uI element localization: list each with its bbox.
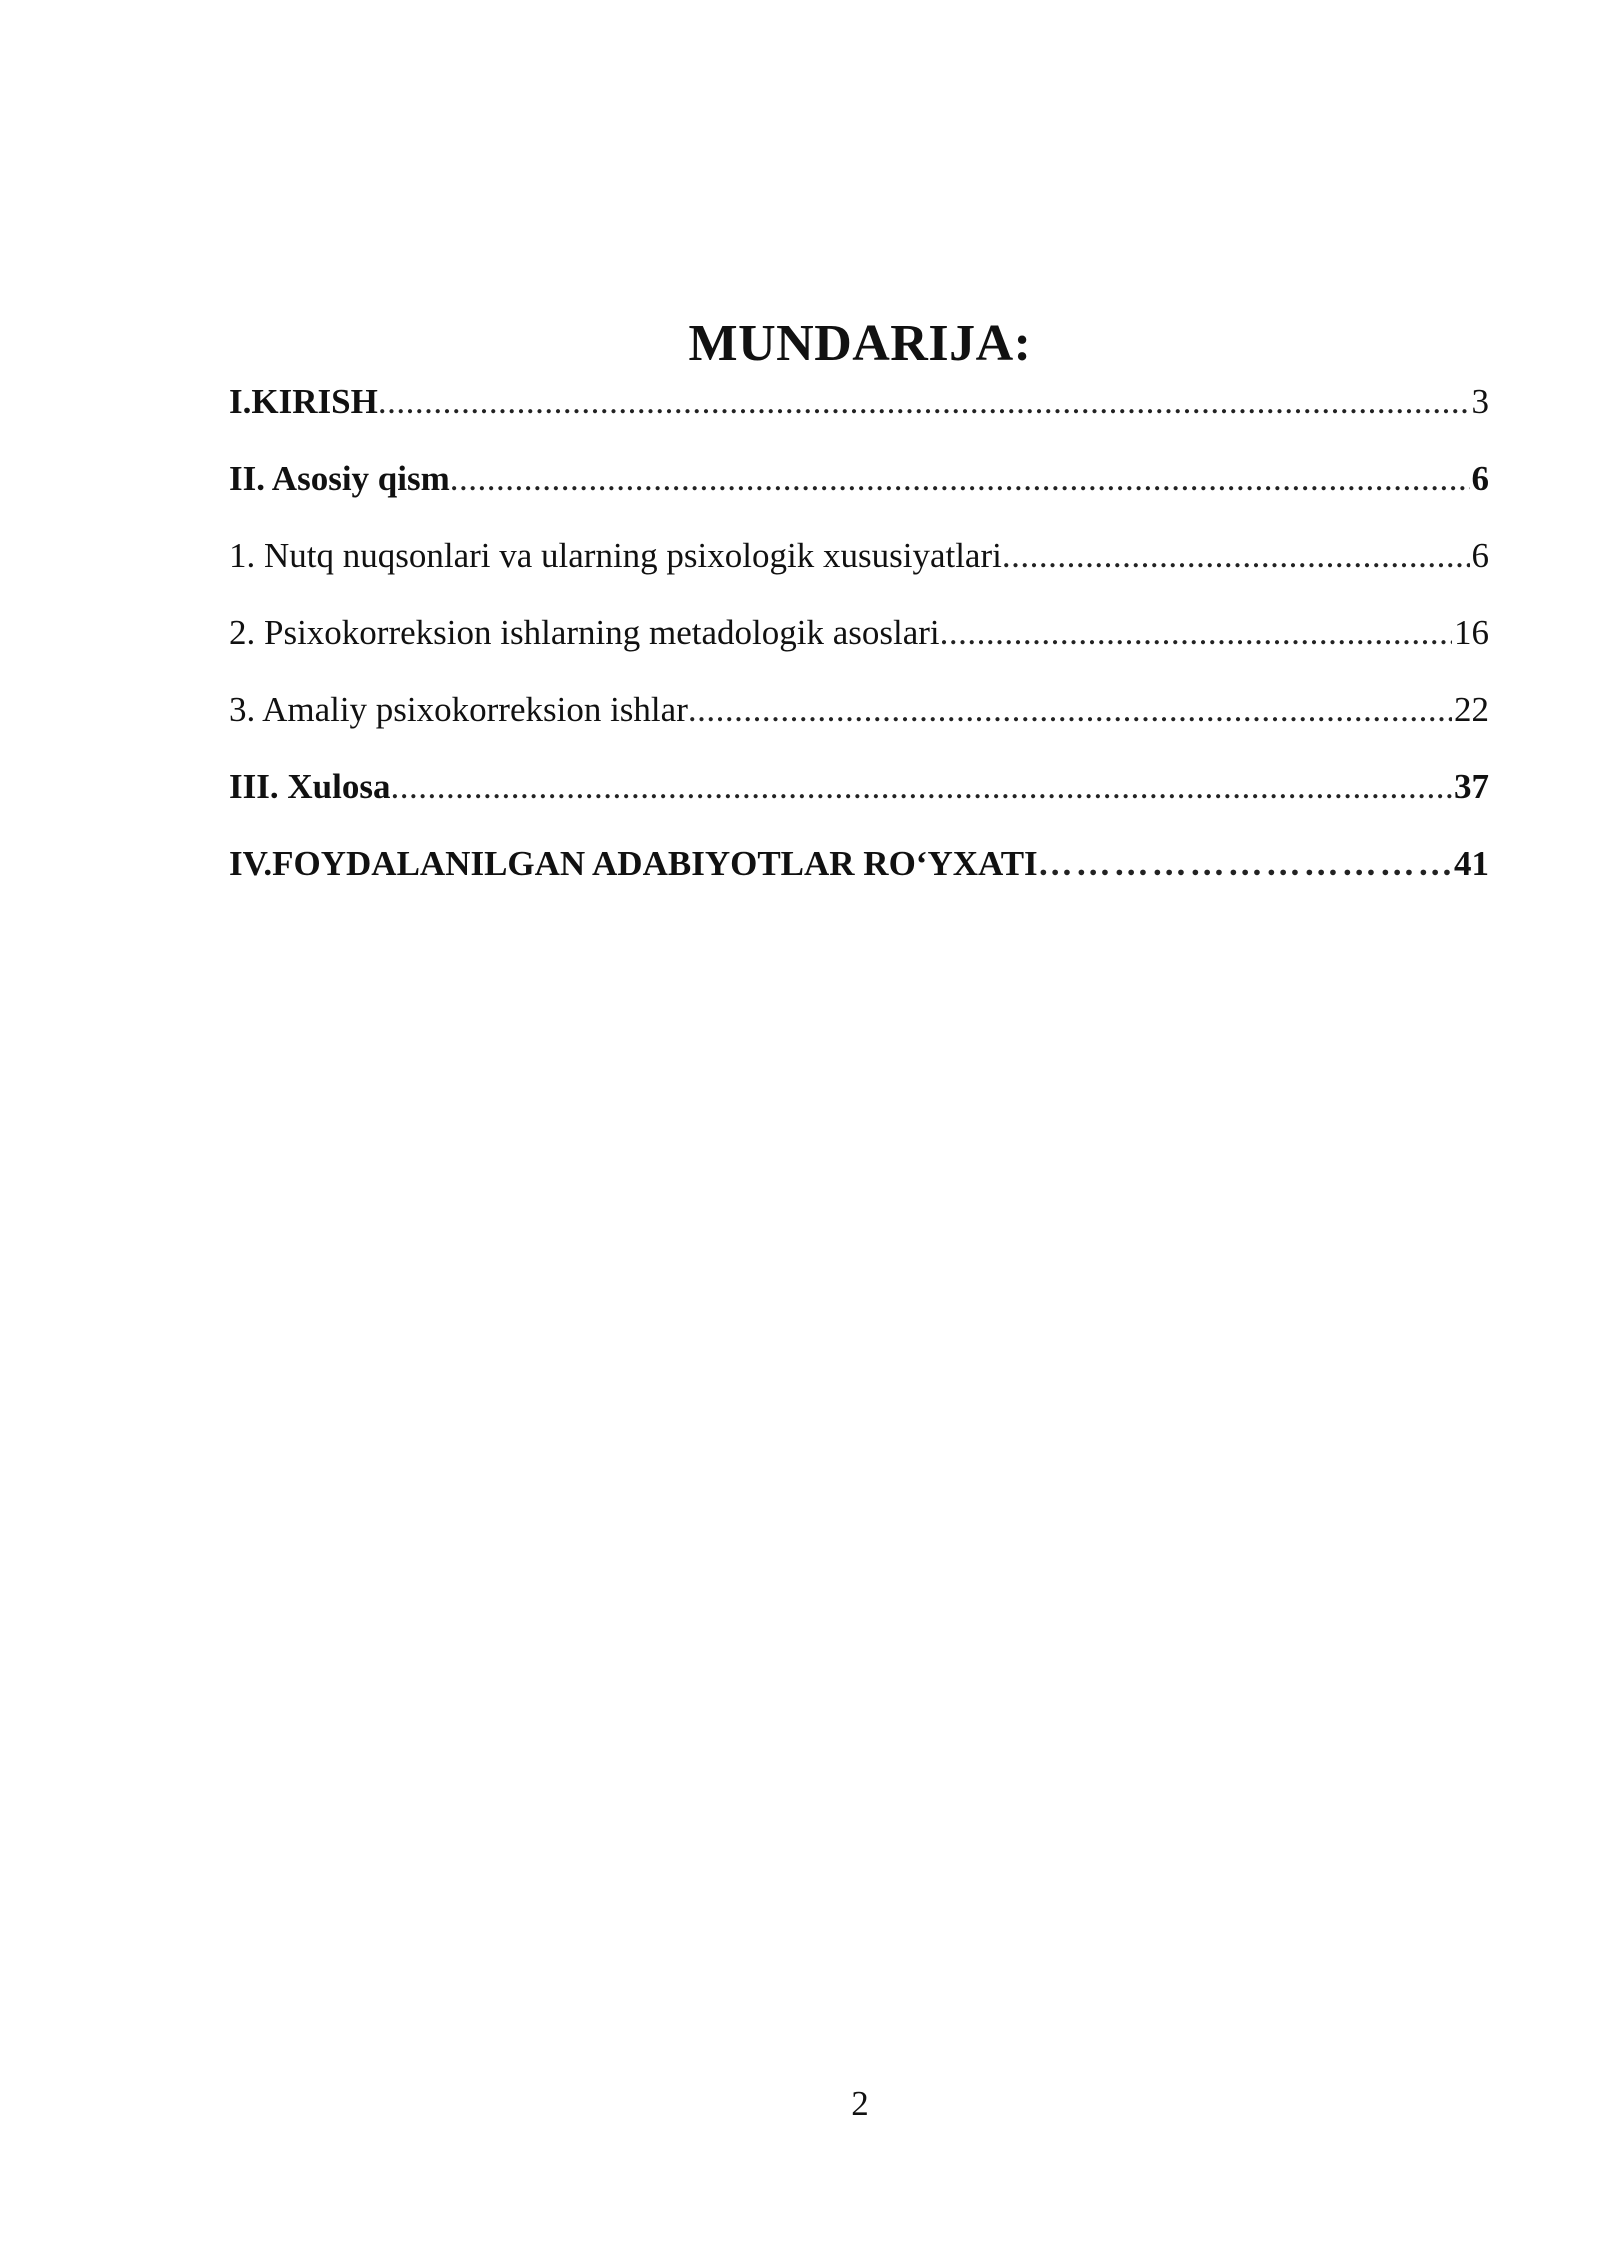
toc-entry-adabiyotlar — [229, 834, 1489, 911]
toc-entry-page: 22 — [1454, 690, 1489, 729]
dot-leader — [378, 372, 1470, 432]
toc-entry-amaliy-ishlar — [229, 680, 1489, 757]
toc-entry-page: 16 — [1454, 613, 1489, 652]
dot-leader — [688, 680, 1452, 740]
toc-entry-asosiy-qism — [229, 449, 1489, 526]
toc-entry-page: 41 — [1454, 844, 1489, 883]
page-number: 2 — [851, 2084, 869, 2123]
dot-leader — [450, 449, 1470, 509]
toc-entry-nutq-nuqsonlari — [229, 526, 1489, 603]
toc-entry-label: III. Xulosa — [229, 767, 391, 806]
toc-entry-page: 37 — [1454, 767, 1489, 806]
toc-entry-label: 1. Nutq nuqsonlari va ularning psixologik xususiyatlari — [229, 536, 1002, 575]
toc-entry-page: 3 — [1471, 382, 1489, 421]
page-title: MUNDARIJA: — [688, 315, 1032, 372]
toc-entry-kirish — [229, 372, 1489, 449]
dot-leader — [1002, 526, 1470, 586]
toc-entry-label: 3. Amaliy psixokorreksion ishlar — [229, 690, 688, 729]
dot-leader — [390, 757, 1452, 817]
toc-entry-label: 2. Psixokorreksion ishlarning metadologik asoslari — [229, 613, 940, 652]
toc-entry-label: II. Asosiy qism — [229, 459, 450, 498]
toc-entry-label: I.KIRISH — [229, 382, 378, 421]
dot-leader — [940, 603, 1452, 663]
toc-entry-label: IV.FOYDALANILGAN ADABIYOTLAR RO‘YXATI — [229, 844, 1038, 883]
dot-leader — [1038, 834, 1452, 894]
toc-entry-page: 6 — [1471, 536, 1489, 575]
table-of-contents — [229, 372, 1489, 911]
toc-entry-page: 6 — [1471, 459, 1489, 498]
toc-entry-metadologik-asoslari — [229, 603, 1489, 680]
toc-entry-xulosa — [229, 757, 1489, 834]
